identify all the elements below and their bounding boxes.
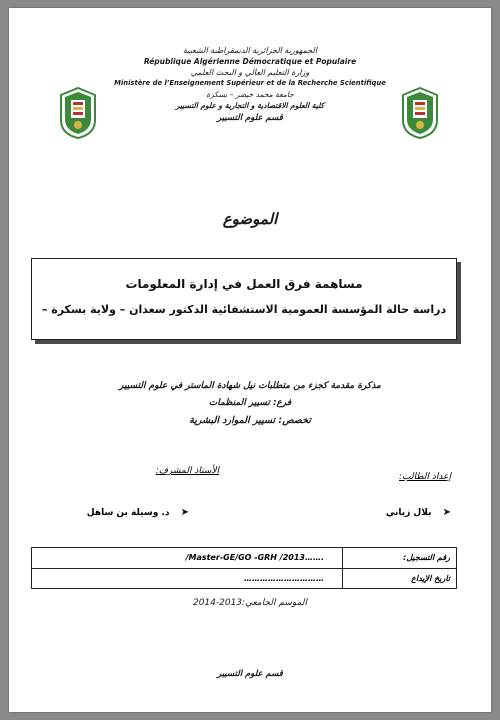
academic-season: الموسم الجامعي:2013-2014 (192, 598, 308, 608)
university-emblem-icon (401, 86, 439, 140)
thesis-description: مذكرة مقدمة كجزء من متطلبات نيل شهادة الماستر في علوم التسيير (119, 381, 381, 391)
student-name: بلال زياني (385, 508, 432, 518)
registration-row (32, 548, 456, 568)
title-line-1: مساهمة فرق العمل في إدارة المعلومات (125, 277, 363, 291)
header-line-3: وزارة التعليم العالي و البحث العلمي (190, 68, 310, 77)
registration-table (31, 547, 457, 589)
footer-department: قسم علوم التسيير (217, 669, 283, 679)
arrow-bullet-icon: ➤ (442, 507, 451, 518)
supervisor-name-row (69, 507, 189, 518)
thesis-specialty: تخصص: تسيير الموارد البشرية (189, 415, 311, 426)
document-page (9, 8, 491, 712)
header-line-4: Ministère de l’Enseignement Supérieur et de la Recherche Scientifique (114, 79, 386, 87)
student-name-row (339, 507, 451, 518)
header-line-2: République Algérienne Démocratique et Populaire (143, 57, 357, 66)
subject-heading: الموضوع (222, 210, 278, 228)
supervisor-name: د. وسيلة بن ساهل (86, 508, 170, 518)
university-logo-left (59, 86, 97, 140)
title-box (31, 258, 457, 340)
thesis-branch: فرع: تسيير المنظمات (208, 398, 292, 408)
university-emblem-icon (59, 86, 97, 140)
prepared-by-label: إعداد الطالب: (399, 472, 451, 482)
header-line-6: كلية العلوم الاقتصادية و التجارية و علوم التسيير (175, 101, 325, 110)
deposit-date-row (32, 568, 456, 589)
university-logo-right (401, 86, 439, 140)
header-line-1: الجمهورية الجزائرية الديمقراطية الشعبية (182, 46, 318, 55)
title-line-2: دراسة حالة المؤسسة العمومية الاستشفائية الدكتور سعدان – ولاية بسكرة – (41, 303, 447, 316)
registration-number-label: رقم التسجيل: (342, 548, 456, 568)
supervisor-label: الأستاذ المشرف: (155, 466, 219, 476)
registration-number-value: /Master-GE/GO -GRH /2013……. (185, 553, 324, 562)
header-line-5: جامعة محمد خيضر – بسكرة (206, 90, 294, 99)
arrow-bullet-icon: ➤ (180, 507, 189, 518)
deposit-date-value: ………………………… (244, 574, 324, 583)
header-line-7: قسم علوم التسيير (217, 113, 283, 123)
deposit-date-label: تاريخ الإيداع (342, 569, 456, 589)
